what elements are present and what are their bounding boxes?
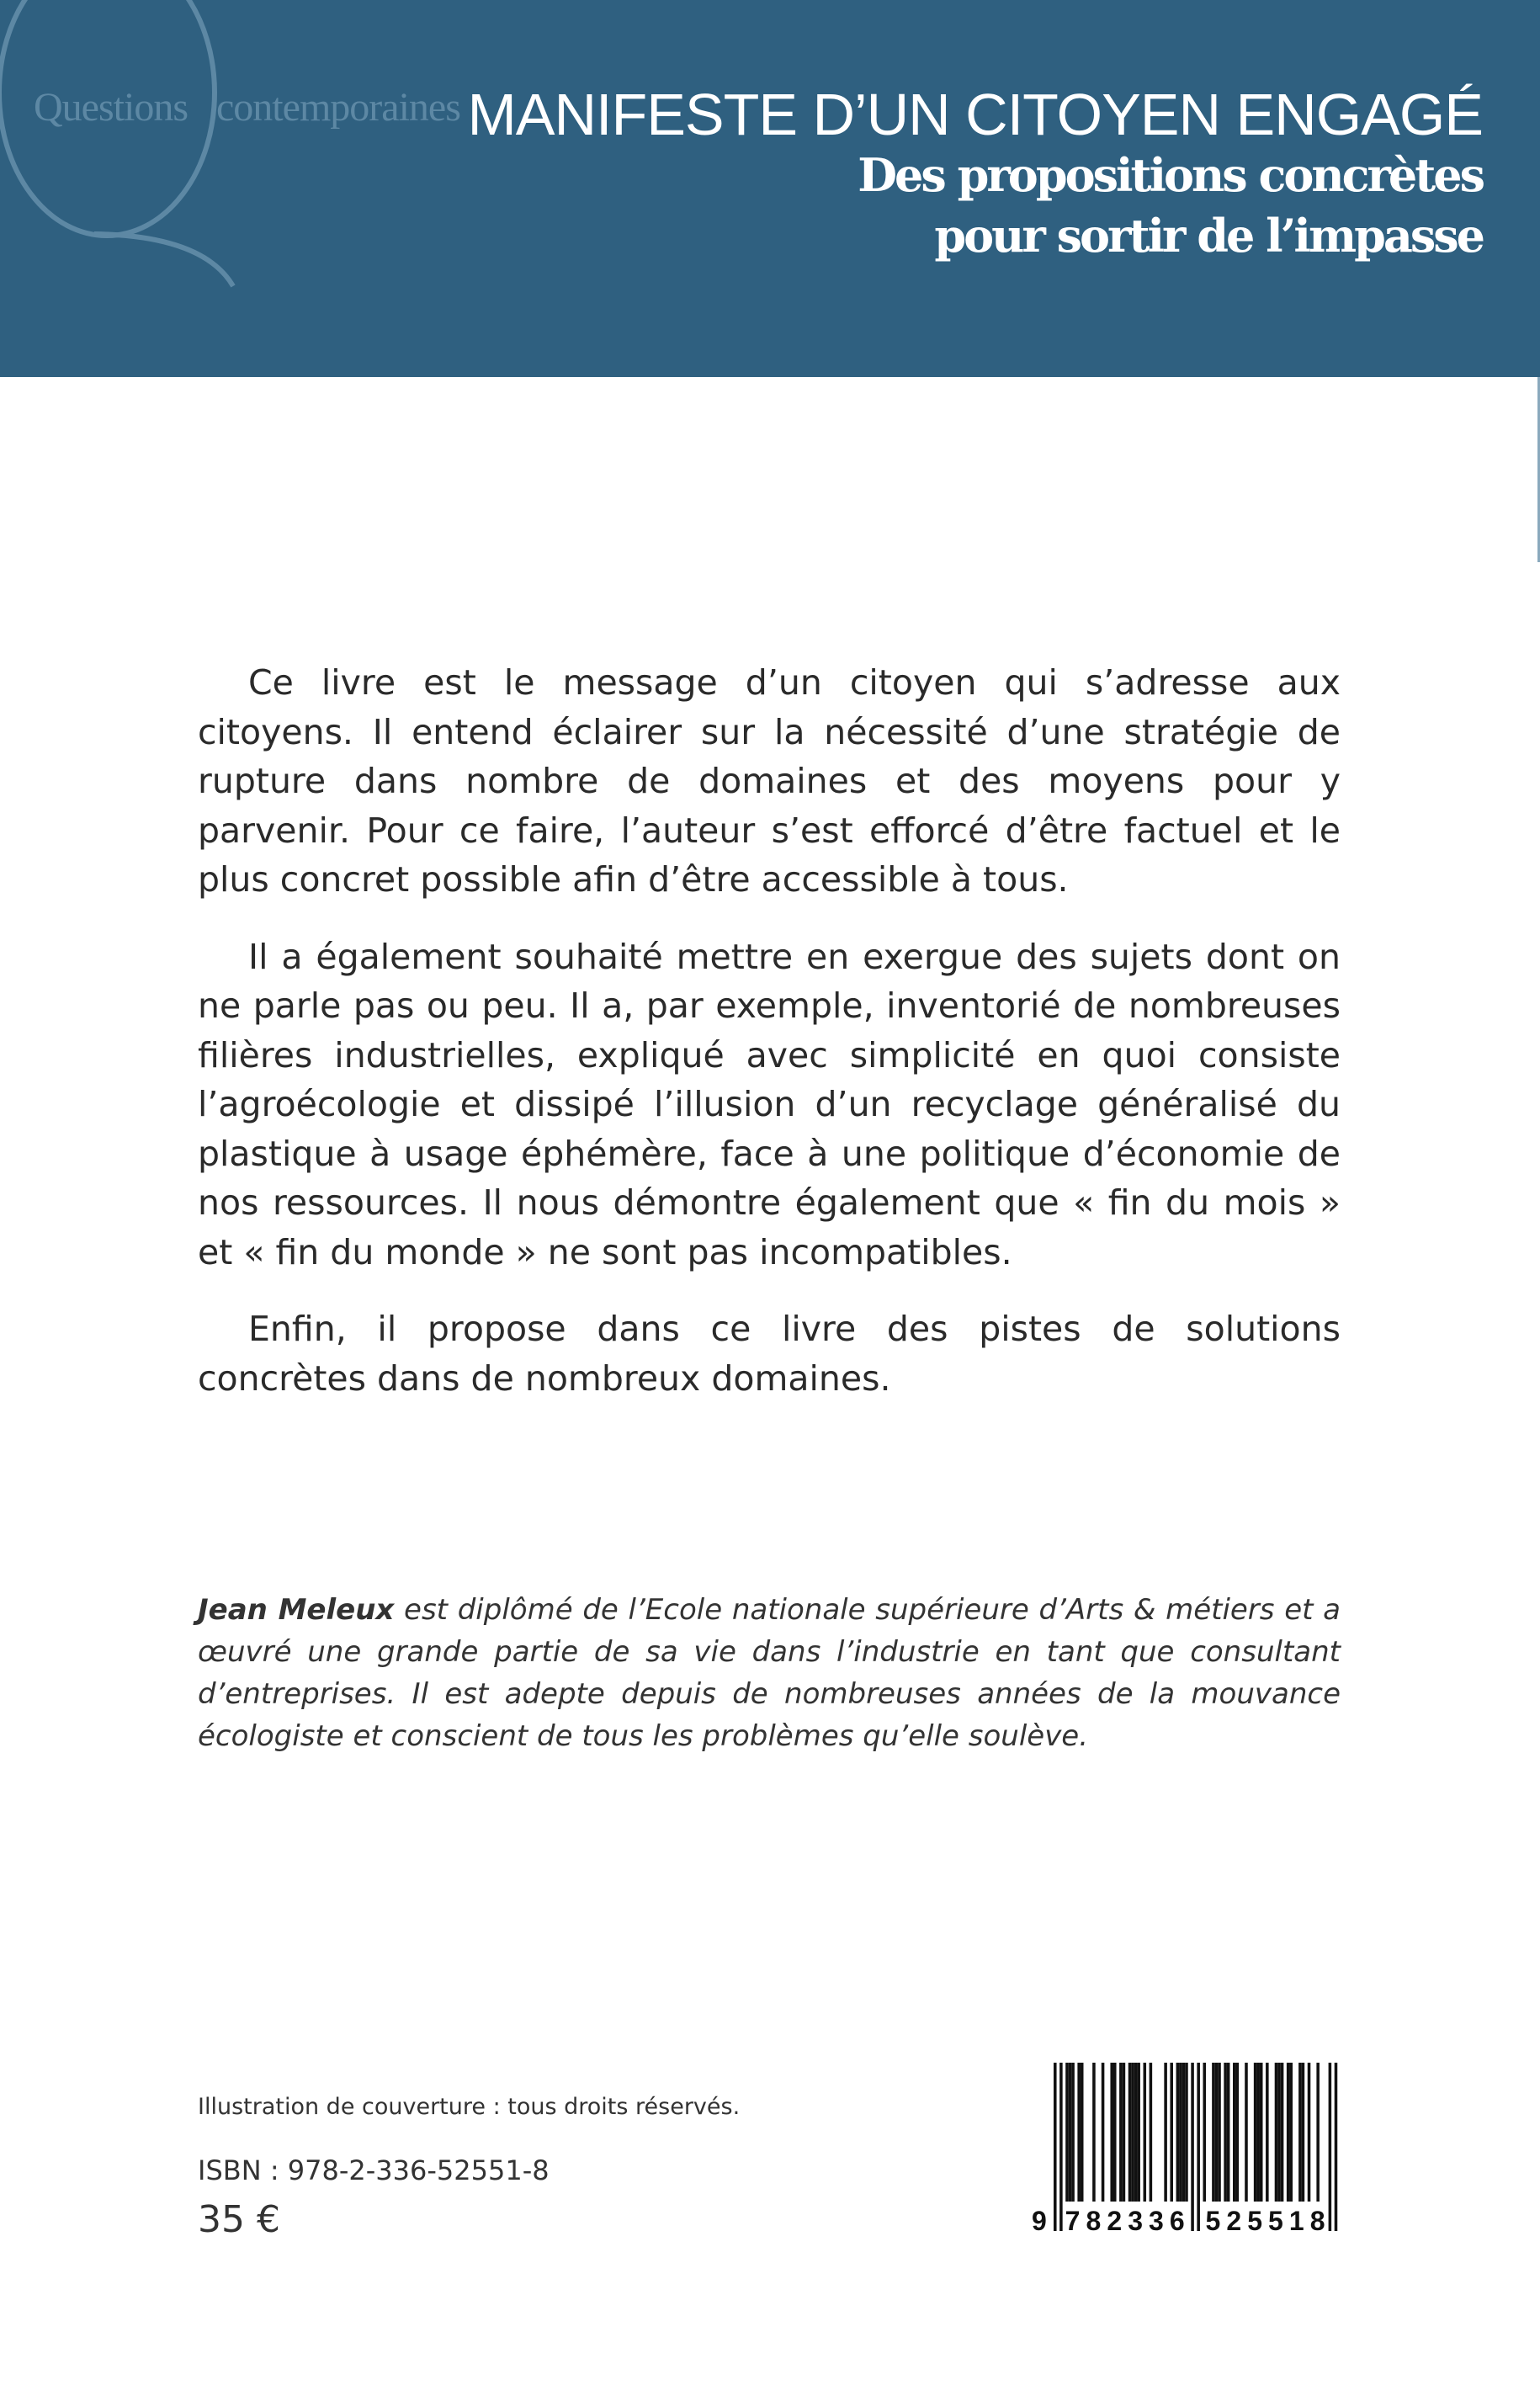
barcode-bar	[1164, 2063, 1167, 2202]
barcode-bar	[1179, 2063, 1182, 2202]
barcode-bar	[1191, 2063, 1194, 2231]
barcode-bar	[1081, 2063, 1084, 2202]
blurb-paragraph: Enfin, il propose dans ce livre des pistes de solutions concrètes dans de nombreux domaines.	[198, 1309, 1341, 1399]
barcode-digit: 7	[1065, 2206, 1081, 2235]
barcode-bar	[1289, 2063, 1293, 2202]
subtitle-line: pour sortir de l’impasse	[934, 209, 1483, 263]
barcode-digit: 3	[1149, 2206, 1164, 2235]
barcode-bar	[1170, 2063, 1173, 2202]
blurb-paragraph: Ce livre est le message d’un citoyen qui s’adresse aux citoyens. Il entend éclairer sur la nécessité d’une stratégie de rupture dans nombre de domaines et des moyens pour y parvenir. Pour ce faire, l’auteur s’est efforcé d’être factuel et le plus concret possible afin d’être accessible à tous.	[198, 662, 1341, 900]
barcode-bar	[1054, 2063, 1057, 2231]
price: 35 €	[198, 2198, 280, 2241]
barcode-digit: 3	[1128, 2206, 1143, 2235]
barcode-bar	[1329, 2063, 1332, 2231]
barcode-digit: 8	[1086, 2206, 1102, 2235]
barcode-bar	[1308, 2063, 1311, 2202]
book-title: MANIFESTE D’UN CITOYEN ENGAGÉ	[467, 82, 1483, 147]
barcode-bar	[1150, 2063, 1153, 2202]
barcode-bar	[1077, 2063, 1081, 2202]
barcode-bar	[1110, 2063, 1113, 2202]
series-name	[34, 84, 460, 130]
barcode-bar	[1092, 2063, 1096, 2202]
barcode-bar	[1236, 2063, 1240, 2202]
barcode-bar	[1335, 2063, 1338, 2231]
barcode-bar	[1182, 2063, 1186, 2202]
barcode-digit: 1	[1288, 2206, 1304, 2235]
barcode-bar	[1298, 2063, 1302, 2202]
barcode-bar	[1065, 2063, 1069, 2202]
barcode-bar	[1275, 2063, 1278, 2202]
barcode-bar	[1233, 2063, 1236, 2202]
series-word: Questions	[34, 85, 188, 130]
barcode-bar	[1287, 2063, 1290, 2202]
isbn: ISBN : 978-2-336-52551-8	[198, 2154, 550, 2186]
barcode-bar	[1128, 2063, 1132, 2202]
barcode-bar	[1218, 2063, 1221, 2202]
barcode-digit: 2	[1226, 2206, 1242, 2235]
cover-credit: Illustration de couverture : tous droits réservés.	[198, 2094, 741, 2120]
barcode-bar	[1069, 2063, 1072, 2202]
barcode-bar	[1071, 2063, 1075, 2202]
barcode-digit: 9	[1032, 2206, 1047, 2235]
barcode-bar	[1302, 2063, 1305, 2202]
barcode-bar	[1256, 2063, 1260, 2202]
back-cover-blurb	[198, 658, 1341, 1431]
barcode-bar	[1212, 2063, 1215, 2202]
barcode-bar	[1254, 2063, 1257, 2202]
q-letter-logo-icon	[0, 0, 263, 303]
barcode-bar	[1137, 2063, 1140, 2202]
barcode-digit: 5	[1268, 2206, 1283, 2235]
barcode-bar	[1260, 2063, 1263, 2202]
subtitle-line: Des propositions concrètes	[858, 148, 1483, 202]
author-name: Jean Meleux	[198, 1593, 395, 1627]
series-word: contemporaines	[216, 85, 460, 130]
barcode-bar	[1203, 2063, 1207, 2202]
cover-header-band	[0, 0, 1540, 377]
barcode-bar	[1215, 2063, 1219, 2202]
barcode-bar	[1113, 2063, 1117, 2202]
barcode-bar	[1131, 2063, 1134, 2202]
barcode-digit: 5	[1205, 2206, 1221, 2235]
barcode-bar	[1134, 2063, 1138, 2202]
barcode-bar	[1266, 2063, 1269, 2202]
barcode-digit: 2	[1107, 2206, 1123, 2235]
book-subtitle	[858, 145, 1483, 266]
author-bio	[198, 1589, 1341, 1757]
barcode-digit: 8	[1309, 2206, 1325, 2235]
barcode-bar	[1224, 2063, 1227, 2202]
barcode-bar	[1281, 2063, 1284, 2202]
barcode-bar	[1227, 2063, 1230, 2202]
isbn-barcode	[1027, 2063, 1346, 2235]
barcode-bar	[1176, 2063, 1180, 2202]
barcode-bar	[1123, 2063, 1126, 2202]
barcode-digit: 6	[1169, 2206, 1185, 2235]
barcode-bar	[1144, 2063, 1147, 2202]
blurb-paragraph: Il a également souhaité mettre en exergue des sujets dont on ne parle pas ou peu. Il a, par exemple, inventorié de nombreuses filières industrielles, expliqué avec simplicité en quoi consiste l’agroécologie et dissipé l’illusion d’un recyclage généralisé du plastique à usage éphémère, face à une politique d’économie de nos ressources. Il nous démontre également que « fin du mois » et « fin du monde » ne sont pas incompatibles.	[198, 936, 1341, 1272]
barcode-bar	[1197, 2063, 1200, 2231]
barcode-bar	[1245, 2063, 1248, 2202]
barcode-bar	[1316, 2063, 1320, 2202]
barcode-bar	[1119, 2063, 1123, 2202]
barcode-digit: 5	[1247, 2206, 1262, 2235]
barcode-bar	[1185, 2063, 1188, 2202]
barcode-bar	[1277, 2063, 1281, 2202]
barcode-bar	[1102, 2063, 1105, 2202]
barcode-bar	[1059, 2063, 1063, 2231]
bio-text: est diplômé de l’Ecole nationale supérieure d’Arts & métiers et a œuvré une grande partie de sa vie dans l’industrie en tant que consultant d’entreprises. Il est adepte depuis de nombreuses années de la mouvance écologiste et conscient de tous les problèmes qu’elle soulève.	[198, 1593, 1341, 1753]
